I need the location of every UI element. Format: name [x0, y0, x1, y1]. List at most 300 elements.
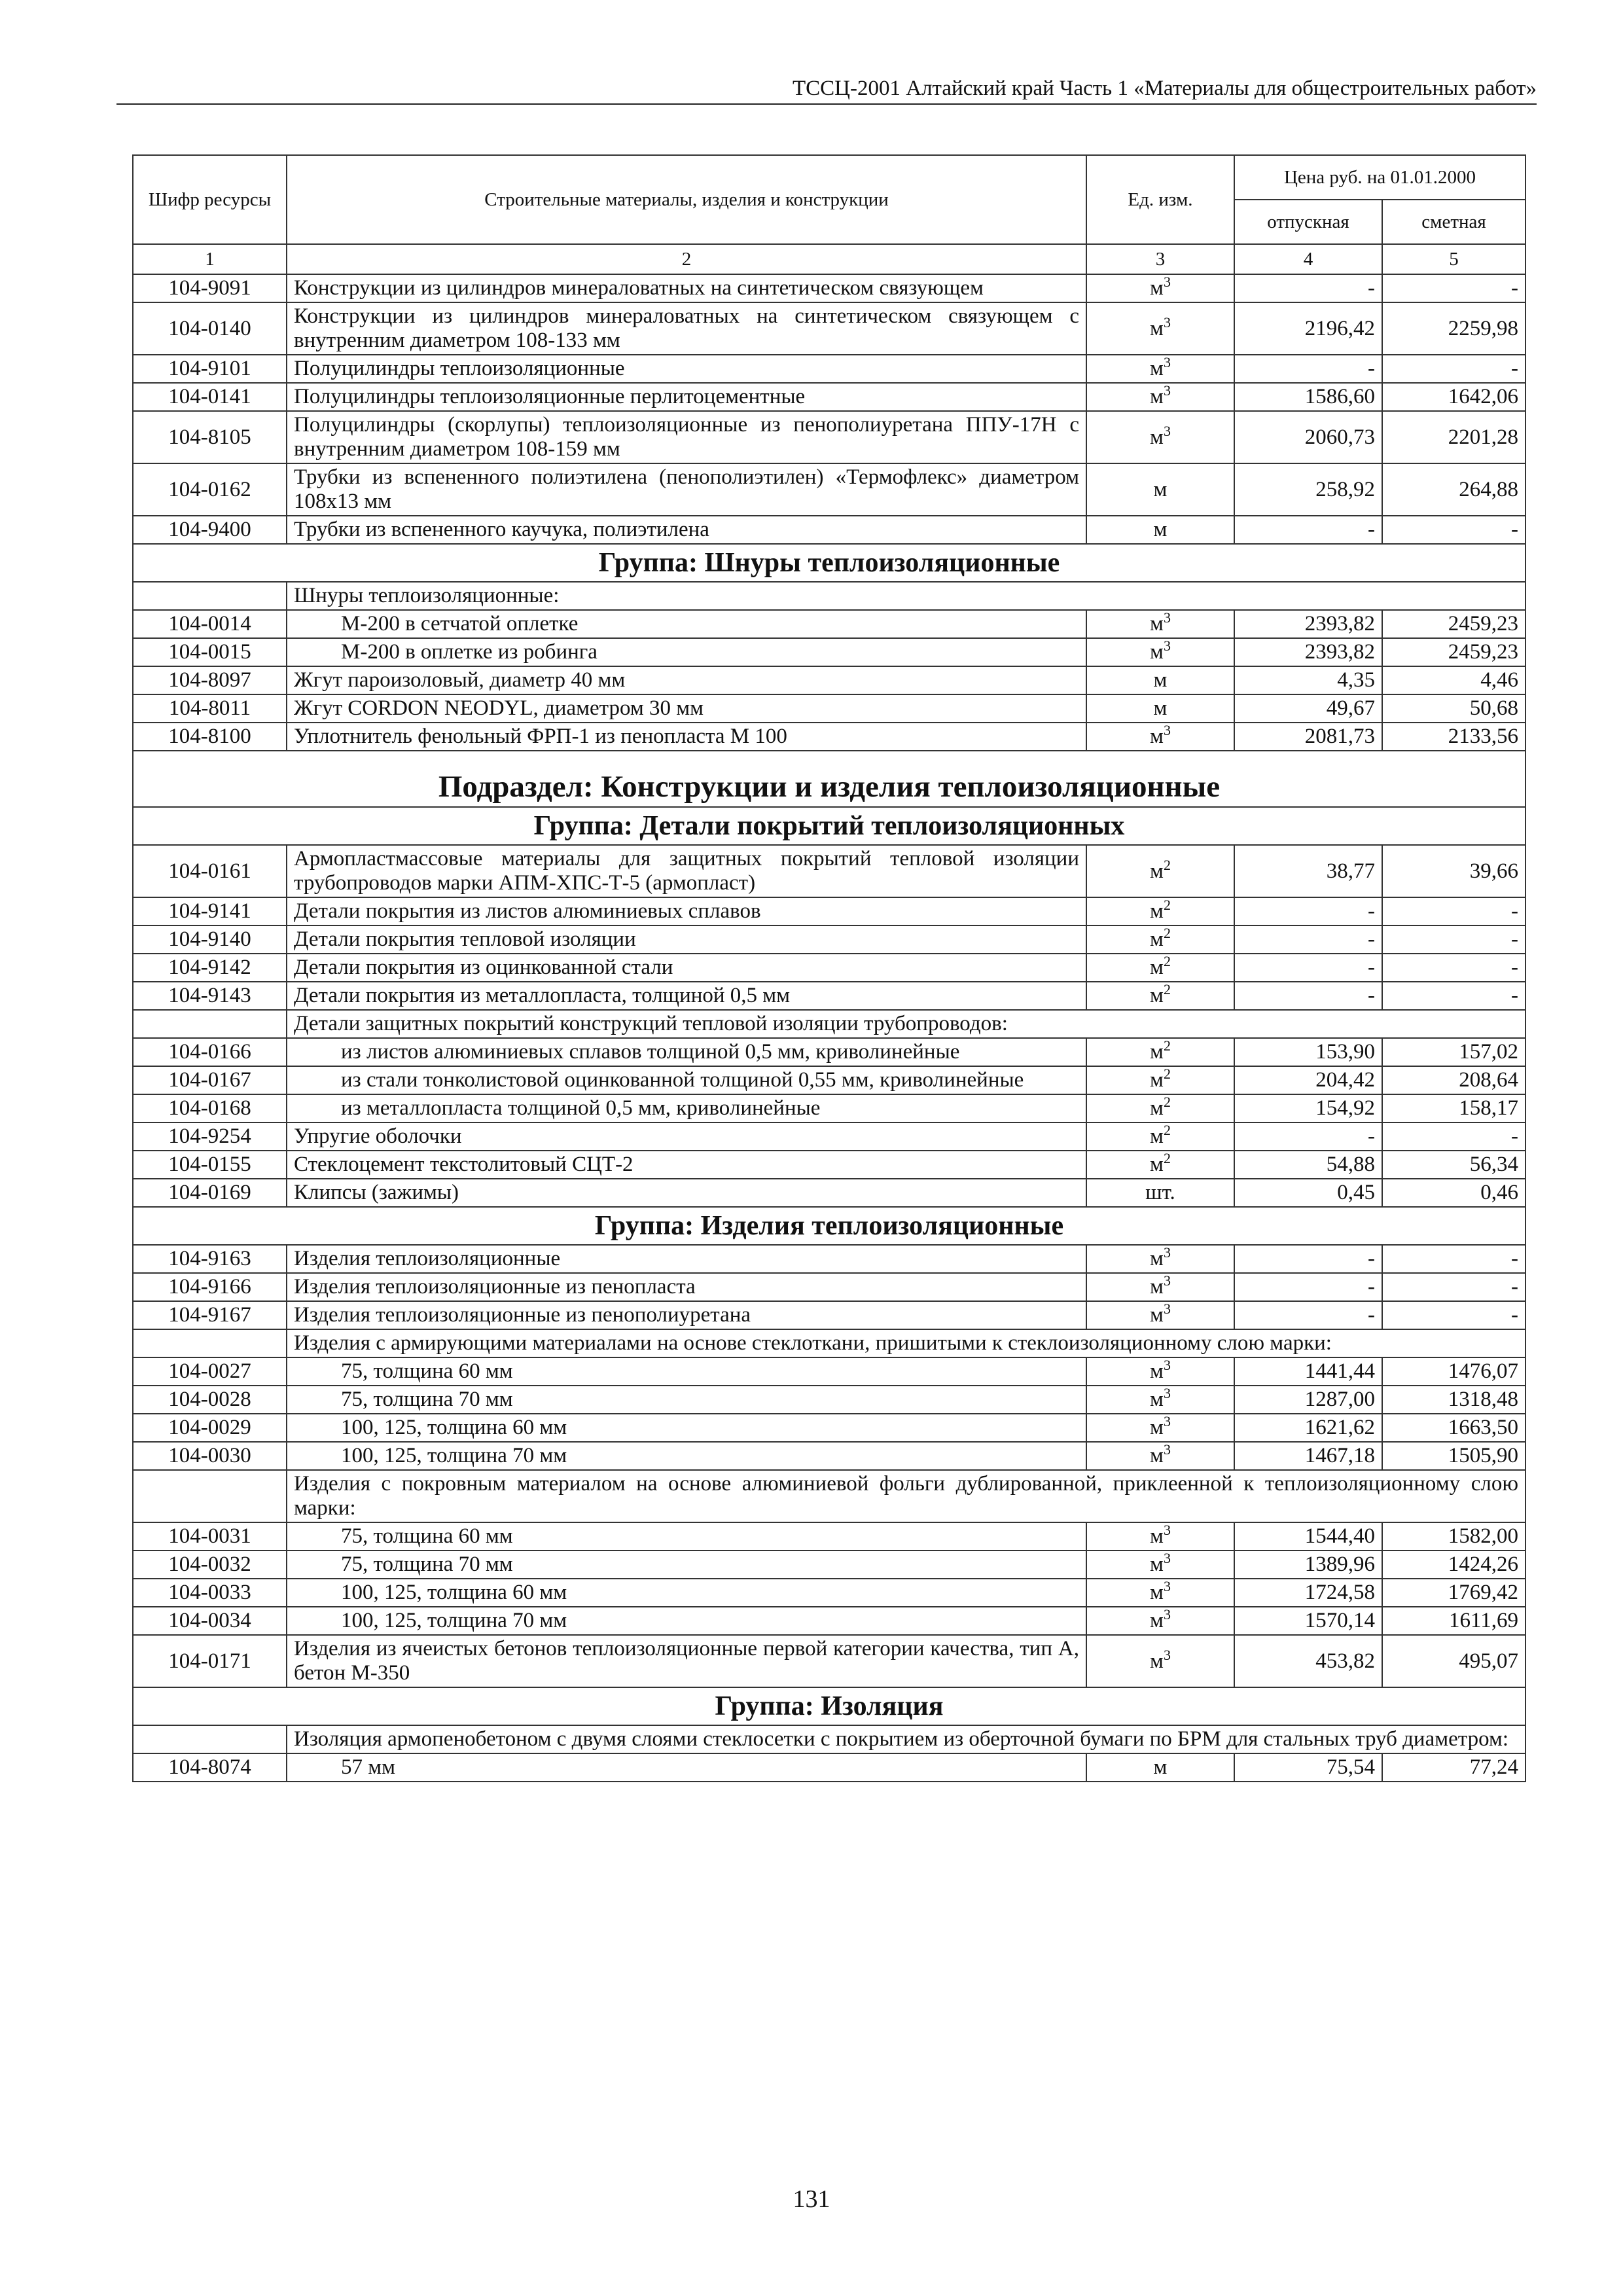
release-price: 1724,58: [1234, 1579, 1382, 1607]
unit-label: м: [1150, 425, 1164, 449]
group-row: [133, 544, 1525, 582]
resource-code: 104-8100: [133, 723, 287, 751]
estimate-price: 2201,28: [1382, 411, 1525, 463]
resource-code: 104-0162: [133, 463, 287, 516]
unit-exponent: 3: [1163, 1522, 1171, 1538]
resource-code: 104-9163: [133, 1245, 287, 1273]
table-row: [133, 1273, 1525, 1301]
unit-exponent: 3: [1163, 1357, 1171, 1373]
table-row: [133, 1414, 1525, 1442]
unit-exponent: 3: [1163, 609, 1171, 626]
resource-code: 104-0155: [133, 1151, 287, 1179]
estimate-price: -: [1382, 1301, 1525, 1329]
resource-code: 104-0141: [133, 383, 287, 411]
unit-label: м: [1150, 276, 1164, 300]
material-name: 75, толщина 60 мм: [287, 1522, 1086, 1551]
release-price: 38,77: [1234, 845, 1382, 897]
estimate-price: 1505,90: [1382, 1442, 1525, 1470]
estimate-price: 50,68: [1382, 694, 1525, 723]
estimate-price: -: [1382, 274, 1525, 302]
resource-code: 104-8011: [133, 694, 287, 723]
note-row: [133, 582, 1525, 610]
table-row: [133, 1357, 1525, 1386]
table-row: [133, 610, 1525, 638]
unit-cell: [1086, 463, 1234, 516]
table-row: [133, 1245, 1525, 1273]
subsection-heading: Подраздел: Конструкции и изделия теплоизоляционные: [133, 751, 1525, 807]
resource-code: 104-0029: [133, 1414, 287, 1442]
table-row: [133, 694, 1525, 723]
unit-exponent: 2: [1163, 1037, 1171, 1054]
estimate-price: -: [1382, 355, 1525, 383]
table-row: [133, 1522, 1525, 1551]
unit-cell: [1086, 610, 1234, 638]
unit-cell: [1086, 954, 1234, 982]
release-price: 1389,96: [1234, 1551, 1382, 1579]
release-price: -: [1234, 355, 1382, 383]
table-row: [133, 1635, 1525, 1687]
resource-code: 104-0031: [133, 1522, 287, 1551]
material-name: Детали покрытия из металлопласта, толщиной 0,5 мм: [287, 982, 1086, 1010]
table-row: [133, 954, 1525, 982]
table-row: [133, 355, 1525, 383]
unit-cell: [1086, 1442, 1234, 1470]
release-price: 153,90: [1234, 1038, 1382, 1066]
unit-exponent: 3: [1163, 1550, 1171, 1566]
table-row: [133, 1122, 1525, 1151]
release-price: -: [1234, 1122, 1382, 1151]
unit-cell: [1086, 925, 1234, 954]
resource-code: 104-9140: [133, 925, 287, 954]
table-row: [133, 1386, 1525, 1414]
unit-exponent: 2: [1163, 897, 1171, 913]
estimate-price: 39,66: [1382, 845, 1525, 897]
release-price: 2081,73: [1234, 723, 1382, 751]
release-price: 204,42: [1234, 1066, 1382, 1094]
estimate-price: 1611,69: [1382, 1607, 1525, 1635]
unit-cell: [1086, 1753, 1234, 1782]
material-name: 100, 125, толщина 70 мм: [287, 1607, 1086, 1635]
column-header-price: Цена руб. на 01.01.2000: [1234, 155, 1525, 200]
estimate-price: 1582,00: [1382, 1522, 1525, 1551]
table-row: [133, 1179, 1525, 1207]
unit-cell: [1086, 1357, 1234, 1386]
estimate-price: 1476,07: [1382, 1357, 1525, 1386]
estimate-price: -: [1382, 1122, 1525, 1151]
material-name: 100, 125, толщина 70 мм: [287, 1442, 1086, 1470]
unit-exponent: 3: [1163, 1646, 1171, 1663]
material-name: 100, 125, толщина 60 мм: [287, 1579, 1086, 1607]
column-header-unit: Ед. изм.: [1086, 155, 1234, 244]
resource-code: 104-0140: [133, 302, 287, 355]
column-header-release-price: отпускная: [1234, 200, 1382, 244]
release-price: 2393,82: [1234, 610, 1382, 638]
unit-exponent: 3: [1163, 1272, 1171, 1289]
release-price: 1467,18: [1234, 1442, 1382, 1470]
material-name: М-200 в оплетке из робинга: [287, 638, 1086, 666]
unit-cell: [1086, 1245, 1234, 1273]
unit-cell: [1086, 723, 1234, 751]
estimate-price: 1642,06: [1382, 383, 1525, 411]
resource-code: 104-0028: [133, 1386, 287, 1414]
table-row: [133, 1151, 1525, 1179]
estimate-price: -: [1382, 897, 1525, 925]
running-header: ТССЦ-2001 Алтайский край Часть 1 «Материалы для общестроительных работ»: [116, 73, 1537, 105]
resource-code: 104-9142: [133, 954, 287, 982]
resource-code: 104-0014: [133, 610, 287, 638]
note-text: Изоляция армопенобетоном с двумя слоями стеклосетки с покрытием из оберточной бумаги по БРМ для стальных труб диаметром:: [287, 1725, 1525, 1753]
unit-cell: [1086, 1579, 1234, 1607]
estimate-price: -: [1382, 925, 1525, 954]
unit-exponent: 3: [1163, 1441, 1171, 1458]
unit-exponent: 2: [1163, 1122, 1171, 1138]
unit-label: м: [1150, 1552, 1164, 1576]
unit-cell: [1086, 1522, 1234, 1551]
table-row: [133, 1038, 1525, 1066]
unit-exponent: 2: [1163, 1066, 1171, 1082]
resource-code: 104-0171: [133, 1635, 287, 1687]
release-price: 1441,44: [1234, 1357, 1382, 1386]
group-heading: Группа: Изоляция: [133, 1687, 1525, 1725]
note-row: [133, 1725, 1525, 1753]
release-price: 258,92: [1234, 463, 1382, 516]
unit-exponent: 3: [1163, 274, 1171, 290]
release-price: 4,35: [1234, 666, 1382, 694]
table-row: [133, 1551, 1525, 1579]
release-price: 2060,73: [1234, 411, 1382, 463]
unit-label: м: [1150, 984, 1164, 1007]
resource-code: 104-0015: [133, 638, 287, 666]
material-name: Детали покрытия тепловой изоляции: [287, 925, 1086, 954]
estimate-price: 2459,23: [1382, 638, 1525, 666]
material-name: Упругие оболочки: [287, 1122, 1086, 1151]
estimate-price: 4,46: [1382, 666, 1525, 694]
material-name: Жгут CORDON NEODYL, диаметром 30 мм: [287, 694, 1086, 723]
unit-cell: [1086, 982, 1234, 1010]
resource-code: 104-9101: [133, 355, 287, 383]
unit-exponent: 3: [1163, 637, 1171, 654]
estimate-price: 157,02: [1382, 1038, 1525, 1066]
unit-cell: [1086, 411, 1234, 463]
price-table: [132, 154, 1526, 1782]
release-price: -: [1234, 982, 1382, 1010]
material-name: Конструкции из цилиндров минераловатных на синтетическом связующем с внутренним диаметром 108-133 мм: [287, 302, 1086, 355]
page-number: 131: [793, 2185, 830, 2213]
resource-code: 104-0161: [133, 845, 287, 897]
unit-label: м: [1150, 385, 1164, 408]
estimate-price: -: [1382, 1245, 1525, 1273]
unit-label: м: [1150, 1416, 1164, 1439]
material-name: 75, толщина 60 мм: [287, 1357, 1086, 1386]
column-header-name: Строительные материалы, изделия и конструкции: [287, 155, 1086, 244]
unit-cell: [1086, 694, 1234, 723]
estimate-price: 264,88: [1382, 463, 1525, 516]
unit-label: м: [1150, 1247, 1164, 1270]
table-row: [133, 1607, 1525, 1635]
table-body: [133, 274, 1525, 1782]
estimate-price: -: [1382, 1273, 1525, 1301]
group-heading: Группа: Шнуры теплоизоляционные: [133, 544, 1525, 582]
release-price: -: [1234, 1273, 1382, 1301]
release-price: 0,45: [1234, 1179, 1382, 1207]
unit-label: м: [1150, 1275, 1164, 1299]
resource-code: 104-0032: [133, 1551, 287, 1579]
table-row: [133, 1579, 1525, 1607]
table-row: [133, 638, 1525, 666]
unit-label: м: [1150, 1040, 1164, 1064]
note-row: [133, 1010, 1525, 1038]
release-price: -: [1234, 1301, 1382, 1329]
unit-cell: [1086, 383, 1234, 411]
material-name: Полуцилиндры теплоизоляционные: [287, 355, 1086, 383]
table-row: [133, 1753, 1525, 1782]
unit-cell: [1086, 1066, 1234, 1094]
release-price: 2196,42: [1234, 302, 1382, 355]
material-name: Клипсы (зажимы): [287, 1179, 1086, 1207]
unit-label: м: [1153, 668, 1168, 692]
table-row: [133, 274, 1525, 302]
material-name: Детали покрытия из оцинкованной стали: [287, 954, 1086, 982]
release-price: 1570,14: [1234, 1607, 1382, 1635]
unit-exponent: 3: [1163, 314, 1171, 331]
resource-code: 104-9141: [133, 897, 287, 925]
resource-code: 104-0168: [133, 1094, 287, 1122]
table-row: [133, 1301, 1525, 1329]
resource-code: 104-9166: [133, 1273, 287, 1301]
release-price: 49,67: [1234, 694, 1382, 723]
material-name: Жгут пароизоловый, диаметр 40 мм: [287, 666, 1086, 694]
estimate-price: -: [1382, 982, 1525, 1010]
unit-label: м: [1150, 1153, 1164, 1176]
table-row: [133, 723, 1525, 751]
estimate-price: 0,46: [1382, 1179, 1525, 1207]
release-price: 2393,82: [1234, 638, 1382, 666]
unit-label: м: [1150, 859, 1164, 883]
empty-cell: [133, 582, 287, 610]
unit-exponent: 2: [1163, 925, 1171, 941]
resource-code: 104-0169: [133, 1179, 287, 1207]
unit-cell: [1086, 1094, 1234, 1122]
unit-cell: [1086, 1301, 1234, 1329]
unit-label: м: [1153, 518, 1168, 541]
material-name: Изделия теплоизоляционные из пенополиуретана: [287, 1301, 1086, 1329]
unit-label: м: [1150, 927, 1164, 951]
unit-cell: [1086, 897, 1234, 925]
table-row: [133, 411, 1525, 463]
table-row: [133, 302, 1525, 355]
group-row: [133, 1687, 1525, 1725]
unit-cell: [1086, 1635, 1234, 1687]
empty-cell: [133, 1329, 287, 1357]
unit-label: шт.: [1145, 1181, 1175, 1204]
estimate-price: -: [1382, 516, 1525, 544]
material-name: Стеклоцемент текстолитовый СЦТ-2: [287, 1151, 1086, 1179]
material-name: Полуцилиндры (скорлупы) теплоизоляционные из пенополиуретана ППУ-17Н с внутренним диаметром 108-159 мм: [287, 411, 1086, 463]
unit-cell: [1086, 1414, 1234, 1442]
unit-label: м: [1150, 1124, 1164, 1148]
unit-exponent: 2: [1163, 1150, 1171, 1166]
estimate-price: 1318,48: [1382, 1386, 1525, 1414]
resource-code: 104-0034: [133, 1607, 287, 1635]
material-name: Детали покрытия из листов алюминиевых сплавов: [287, 897, 1086, 925]
unit-label: м: [1150, 1388, 1164, 1411]
release-price: 1586,60: [1234, 383, 1382, 411]
table-row: [133, 925, 1525, 954]
release-price: 1287,00: [1234, 1386, 1382, 1414]
unit-cell: [1086, 516, 1234, 544]
note-text: Шнуры теплоизоляционные:: [287, 582, 1525, 610]
unit-exponent: 2: [1163, 856, 1171, 873]
estimate-price: 56,34: [1382, 1151, 1525, 1179]
unit-cell: [1086, 1273, 1234, 1301]
unit-label: м: [1150, 1359, 1164, 1383]
resource-code: 104-8105: [133, 411, 287, 463]
group-heading: Группа: Детали покрытий теплоизоляционных: [133, 807, 1525, 845]
table-row: [133, 982, 1525, 1010]
material-name: 75, толщина 70 мм: [287, 1386, 1086, 1414]
unit-exponent: 3: [1163, 1606, 1171, 1623]
estimate-price: 495,07: [1382, 1635, 1525, 1687]
note-row: [133, 1470, 1525, 1522]
release-price: 1544,40: [1234, 1522, 1382, 1551]
resource-code: 104-0030: [133, 1442, 287, 1470]
unit-cell: [1086, 1151, 1234, 1179]
material-name: из листов алюминиевых сплавов толщиной 0,5 мм, криволинейные: [287, 1038, 1086, 1066]
unit-cell: [1086, 1179, 1234, 1207]
estimate-price: 208,64: [1382, 1066, 1525, 1094]
group-row: [133, 1207, 1525, 1245]
table-row: [133, 383, 1525, 411]
material-name: Армопластмассовые материалы для защитных покрытий тепловой изоляции трубопроводов марки АПМ-ХПС-Т-5 (армопласт): [287, 845, 1086, 897]
release-price: 1621,62: [1234, 1414, 1382, 1442]
estimate-price: 2459,23: [1382, 610, 1525, 638]
material-name: Трубки из вспененного полиэтилена (пенополиэтилен) «Термофлекс» диаметром 108х13 мм: [287, 463, 1086, 516]
unit-label: м: [1153, 696, 1168, 720]
material-name: 75, толщина 70 мм: [287, 1551, 1086, 1579]
resource-code: 104-0027: [133, 1357, 287, 1386]
unit-label: м: [1150, 956, 1164, 979]
unit-cell: [1086, 1122, 1234, 1151]
estimate-price: -: [1382, 954, 1525, 982]
release-price: 75,54: [1234, 1753, 1382, 1782]
unit-exponent: 3: [1163, 1300, 1171, 1317]
resource-code: 104-0167: [133, 1066, 287, 1094]
note-text: Изделия с армирующими материалами на основе стеклоткани, пришитыми к стеклоизоляционному слою марки:: [287, 1329, 1525, 1357]
material-name: Изделия из ячеистых бетонов теплоизоляционные первой категории качества, тип А, бетон М-350: [287, 1635, 1086, 1687]
empty-cell: [133, 1010, 287, 1038]
unit-cell: [1086, 302, 1234, 355]
unit-exponent: 3: [1163, 722, 1171, 738]
note-text: Детали защитных покрытий конструкций тепловой изоляции трубопроводов:: [287, 1010, 1525, 1038]
unit-exponent: 3: [1163, 1244, 1171, 1261]
unit-label: м: [1150, 357, 1164, 380]
estimate-price: 2259,98: [1382, 302, 1525, 355]
unit-cell: [1086, 1551, 1234, 1579]
unit-exponent: 3: [1163, 1385, 1171, 1401]
column-header-estimate-price: сметная: [1382, 200, 1525, 244]
unit-label: м: [1150, 1303, 1164, 1327]
material-name: 100, 125, толщина 60 мм: [287, 1414, 1086, 1442]
table-row: [133, 516, 1525, 544]
resource-code: 104-9091: [133, 274, 287, 302]
unit-label: м: [1150, 1068, 1164, 1092]
material-name: из металлопласта толщиной 0,5 мм, криволинейные: [287, 1094, 1086, 1122]
material-name: 57 мм: [287, 1753, 1086, 1782]
column-number: 1: [133, 244, 287, 274]
unit-label: м: [1150, 1581, 1164, 1604]
column-number: 4: [1234, 244, 1382, 274]
resource-code: 104-9400: [133, 516, 287, 544]
estimate-price: 1424,26: [1382, 1551, 1525, 1579]
unit-label: м: [1153, 1755, 1168, 1779]
column-number: 5: [1382, 244, 1525, 274]
material-name: Полуцилиндры теплоизоляционные перлитоцементные: [287, 383, 1086, 411]
estimate-price: 1663,50: [1382, 1414, 1525, 1442]
unit-label: м: [1150, 725, 1164, 748]
release-price: -: [1234, 897, 1382, 925]
unit-exponent: 2: [1163, 981, 1171, 997]
unit-exponent: 3: [1163, 382, 1171, 399]
unit-label: м: [1153, 477, 1168, 501]
unit-label: м: [1150, 640, 1164, 664]
release-price: -: [1234, 516, 1382, 544]
unit-cell: [1086, 1607, 1234, 1635]
table-row: [133, 897, 1525, 925]
unit-exponent: 3: [1163, 1578, 1171, 1594]
estimate-price: 2133,56: [1382, 723, 1525, 751]
resource-code: 104-9143: [133, 982, 287, 1010]
unit-label: м: [1150, 1444, 1164, 1467]
unit-cell: [1086, 1038, 1234, 1066]
group-heading: Группа: Изделия теплоизоляционные: [133, 1207, 1525, 1245]
material-name: Трубки из вспененного каучука, полиэтилена: [287, 516, 1086, 544]
unit-exponent: 3: [1163, 1413, 1171, 1429]
unit-cell: [1086, 845, 1234, 897]
estimate-price: 1769,42: [1382, 1579, 1525, 1607]
column-number: 3: [1086, 244, 1234, 274]
material-name: М-200 в сетчатой оплетке: [287, 610, 1086, 638]
release-price: -: [1234, 925, 1382, 954]
empty-cell: [133, 1725, 287, 1753]
unit-label: м: [1150, 1649, 1164, 1673]
resource-code: 104-8074: [133, 1753, 287, 1782]
material-name: из стали тонколистовой оцинкованной толщиной 0,55 мм, криволинейные: [287, 1066, 1086, 1094]
resource-code: 104-0166: [133, 1038, 287, 1066]
unit-cell: [1086, 638, 1234, 666]
group-row: [133, 807, 1525, 845]
unit-cell: [1086, 355, 1234, 383]
unit-exponent: 3: [1163, 422, 1171, 439]
unit-cell: [1086, 1386, 1234, 1414]
column-number: 2: [287, 244, 1086, 274]
note-row: [133, 1329, 1525, 1357]
unit-label: м: [1150, 316, 1164, 340]
unit-exponent: 2: [1163, 953, 1171, 969]
unit-cell: [1086, 666, 1234, 694]
resource-code: 104-9254: [133, 1122, 287, 1151]
unit-label: м: [1150, 1524, 1164, 1548]
release-price: -: [1234, 274, 1382, 302]
column-header-code: Шифр ресурсы: [133, 155, 287, 244]
table-row: [133, 845, 1525, 897]
table-row: [133, 463, 1525, 516]
resource-code: 104-0033: [133, 1579, 287, 1607]
material-name: Изделия теплоизоляционные: [287, 1245, 1086, 1273]
estimate-price: 77,24: [1382, 1753, 1525, 1782]
release-price: -: [1234, 1245, 1382, 1273]
unit-cell: [1086, 274, 1234, 302]
estimate-price: 158,17: [1382, 1094, 1525, 1122]
